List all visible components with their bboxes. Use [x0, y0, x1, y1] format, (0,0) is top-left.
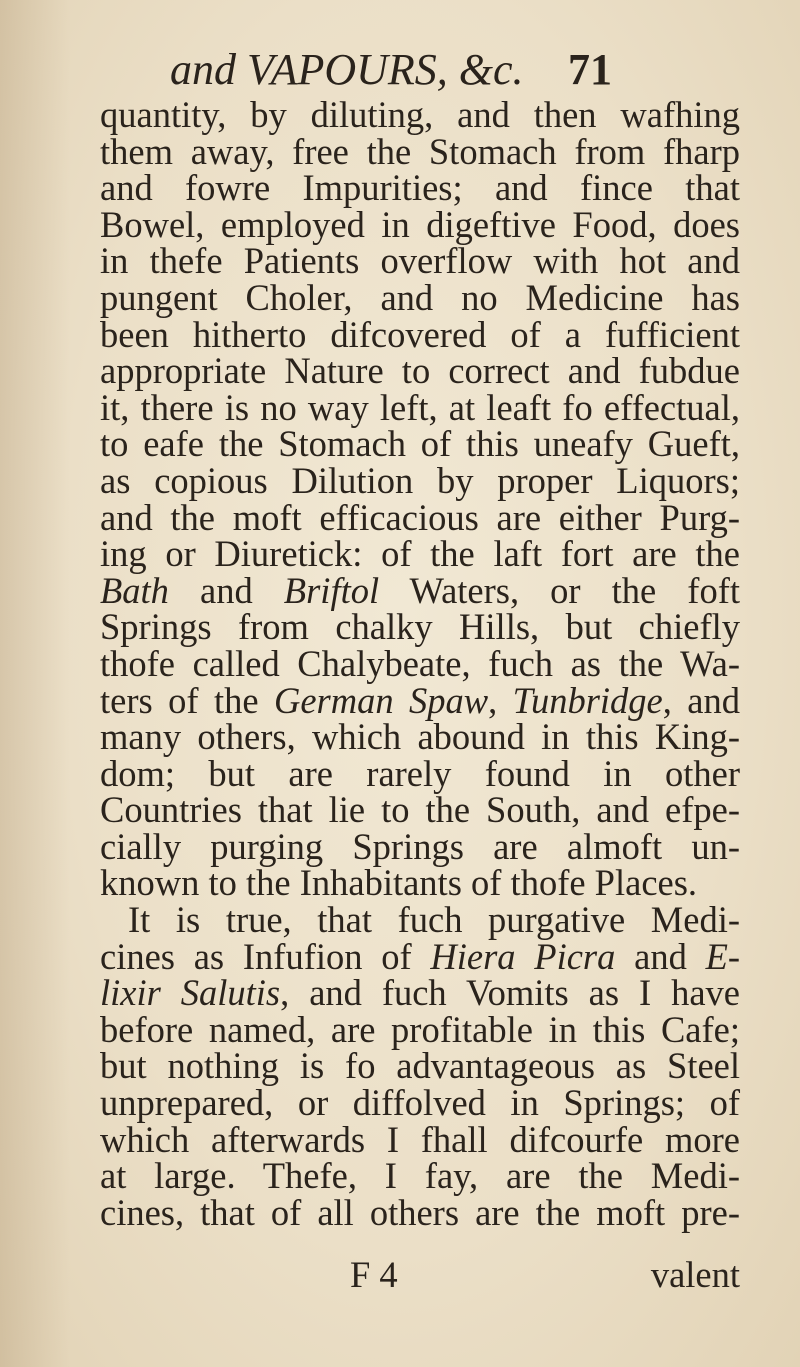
- text-line: known to the Inhabitants of thofe Places.: [100, 862, 698, 904]
- text-line: unprepared, or diffolved in Springs; of: [100, 1082, 740, 1124]
- text-line: but nothing is fo advantageous as Steel: [100, 1045, 740, 1087]
- text-line: ters of the German Spaw, Tunbridge, and: [100, 679, 740, 721]
- text-line: to eafe the Stomach of this uneafy Gueft,: [100, 423, 740, 465]
- running-header: [170, 40, 770, 100]
- page-number: 71: [568, 45, 612, 94]
- text-line: which afterwards I fhall difcourfe more: [100, 1118, 740, 1160]
- text-line: quantity, by diluting, and then wafhing: [100, 94, 740, 135]
- body-text: [100, 94, 741, 1233]
- text-line: them away, free the Stomach from fharp: [100, 130, 740, 172]
- text-line: and the moft efficacious are either Purg-: [100, 496, 740, 538]
- text-line: ing or Diuretick: of the laft fort are the: [100, 533, 740, 575]
- text-line: cines as Infufion of Hiera Picra and E-: [100, 935, 741, 977]
- text-line: thofe called Chalybeate, fuch as the Wa-: [100, 642, 740, 684]
- text-line: pungent Choler, and no Medicine has: [100, 276, 740, 318]
- text-line: and fowre Impurities; and fince that: [100, 167, 740, 209]
- text-line: as copious Dilution by proper Liquors;: [100, 459, 740, 501]
- text-line: cines, that of all others are the moft pre-: [100, 1191, 740, 1233]
- text-line: cially purging Springs are almoft un-: [100, 825, 740, 867]
- text-line: before named, are profitable in this Cafe;: [100, 1008, 740, 1050]
- text-line: at large. Thefe, I fay, are the Medi-: [100, 1155, 740, 1197]
- signature-mark: F 4: [350, 1254, 398, 1295]
- text-line: Bath and Briftol Waters, or the foft: [100, 569, 741, 611]
- text-line: Bowel, employed in digeftive Food, does: [100, 203, 740, 245]
- text-line: Springs from chalky Hills, but chiefly: [100, 606, 740, 648]
- page-footer: [100, 1254, 740, 1295]
- text-line: in thefe Patients overflow with hot and: [100, 240, 740, 282]
- running-title: and VAPOURS, &c.: [170, 45, 524, 94]
- catchword: valent: [650, 1254, 740, 1295]
- text-line: been hitherto difcovered of a fufficient: [100, 313, 740, 355]
- text-line: It is true, that fuch purgative Medi-: [128, 899, 740, 941]
- text-line: many others, which abound in this King-: [100, 716, 740, 758]
- text-line: dom; but are rarely found in other: [100, 752, 740, 794]
- text-line: appropriate Nature to correct and fubdue: [100, 350, 740, 392]
- text-line: Countries that lie to the South, and efpe-: [100, 789, 740, 831]
- text-line: lixir Salutis, and fuch Vomits as I have: [100, 972, 740, 1014]
- text-line: it, there is no way left, at leaft fo effectual,: [100, 386, 740, 428]
